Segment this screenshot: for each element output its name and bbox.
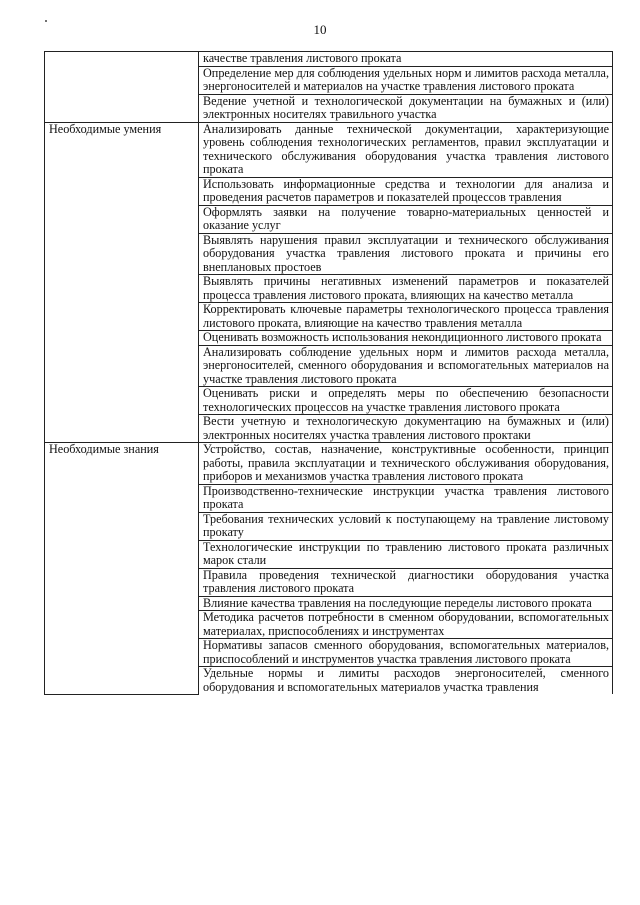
table-cell: Корректировать ключевые параметры технологического процесса травления листового проката, влияющие на качество травления металла [199,303,613,331]
table-cell: Влияние качества травления на последующие переделы листового проката [199,596,613,611]
table-row [45,52,613,67]
table-cell: Требования технических условий к поступающему на травление листовому прокату [199,512,613,540]
table-cell: Вести учетную и технологическую документацию на бумажных и (или) электронных носителях участка травления листового проктаки [199,415,613,443]
table-cell: качестве травления листового проката [199,52,613,67]
table-cell: Ведение учетной и технологической документации на бумажных и (или) электронных носителях травильного участка [199,94,613,122]
table-cell: Устройство, состав, назначение, конструктивные особенности, принцип работы, правила эксплуатации и технического обслуживания оборудования, приборов и механизмов участка травления листового проката [199,443,613,485]
table-cell: Нормативы запасов сменного оборудования, вспомогательных материалов, приспособлений и инструментов участка травления листового проката [199,639,613,667]
table-cell: Производственно-технические инструкции участка травления листового проката [199,484,613,512]
table-cell: Оценивать риски и определять меры по обеспечению безопасности технологических процессов на участке травления листового проката [199,387,613,415]
table-cell: Удельные нормы и лимиты расходов энергоносителей, сменного оборудования и вспомогательных материалов участка травления [199,667,613,695]
knowledge-label: Необходимые знания [45,443,199,695]
table-cell: Выявлять нарушения правил эксплуатации и технического обслуживания оборудования участка травления листового проката и причины его внеплановых простоев [199,233,613,275]
table-cell: Анализировать соблюдение удельных норм и лимитов расхода металла, энергоносителей, сменного оборудования и вспомогательных материалов на участке травления листового проката [199,345,613,387]
table-cell: Оформлять заявки на получение товарно-материальных ценностей и оказание услуг [199,205,613,233]
table-cell: Анализировать данные технической документации, характеризующие уровень соблюдения технологических регламентов, правил эксплуатации и технического обслуживания оборудования участка травления листового проката [199,122,613,177]
requirements-table [44,51,613,695]
skills-label: Необходимые умения [45,122,199,443]
page-number: 10 [313,22,327,37]
table-cell: Технологические инструкции по травлению листового проката различных марок стали [199,540,613,568]
table-cell: Определение мер для соблюдения удельных норм и лимитов расхода металла, энергоносителей и материалов на участке травления листового проката [199,66,613,94]
table-cell: Выявлять причины негативных изменений параметров и показателей процесса травления листового проката, влияющих на качество металла [199,275,613,303]
table-row [45,443,613,485]
table-cell: Оценивать возможность использования некондиционного листового проката [199,331,613,346]
table-cell: Правила проведения технической диагностики оборудования участка травления листового проката [199,568,613,596]
table-cell: Методика расчетов потребности в сменном оборудовании, вспомогательных материалах, приспособлениях и инструментах [199,611,613,639]
empty-label-cell [45,52,199,123]
table-cell: Использовать информационные средства и технологии для анализа и проведения расчетов параметров и показателей процессов травления [199,177,613,205]
table-row [45,122,613,177]
